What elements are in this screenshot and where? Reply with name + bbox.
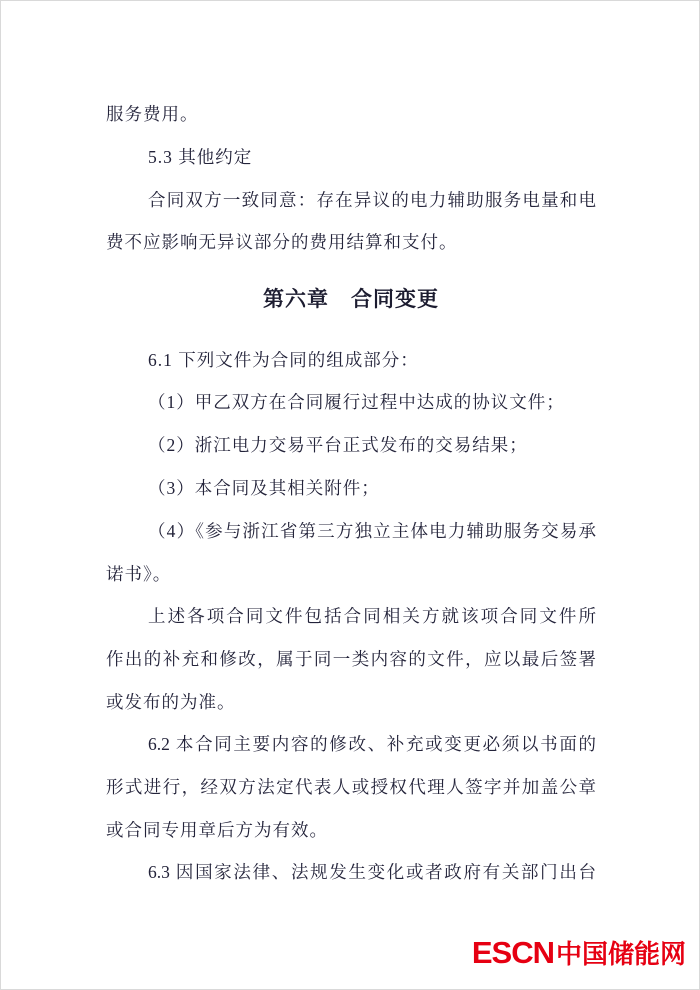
document-line-section-6-2: 6.2 本合同主要内容的修改、补充或变更必须以书面的 (148, 734, 596, 754)
document-line-item-1: （1）甲乙双方在合同履行过程中达成的协议文件； (148, 392, 565, 412)
document-line: 上述各项合同文件包括合同相关方就该项合同文件所 (148, 606, 596, 626)
document-line-item-3: （3）本合同及其相关附件； (148, 478, 380, 498)
document-line: 形式进行，经双方法定代表人或授权代理人签字并加盖公章 (106, 777, 596, 797)
escn-logo-chinese-text: 中国储能网 (555, 940, 686, 969)
document-line: 或发布的为准。 (106, 692, 236, 712)
document-line: 诺书》。 (106, 564, 172, 584)
document-line: 费不应影响无异议部分的费用结算和支付。 (106, 232, 458, 252)
document-line: 作出的补充和修改，属于同一类内容的文件，应以最后签署 (106, 649, 596, 669)
escn-logo-latin-text: ESCN (471, 935, 554, 970)
document-line: 或合同专用章后方为有效。 (106, 820, 328, 840)
document-line: 服务费用。 (106, 104, 199, 124)
document-line-item-2: （2）浙江电力交易平台正式发布的交易结果； (148, 435, 528, 455)
document-line-section-6-1: 6.1 下列文件为合同的组成部分： (148, 350, 419, 370)
chapter-heading: 第六章 合同变更 (263, 288, 439, 311)
document-line-item-4: （4）《参与浙江省第三方独立主体电力辅助服务交易承 (148, 521, 596, 541)
document-line-section-5-3: 5.3 其他约定 (148, 147, 253, 167)
document-line: 合同双方一致同意：存在异议的电力辅助服务电量和电 (148, 190, 596, 210)
escn-logo (472, 934, 686, 971)
document-line-section-6-3: 6.3 因国家法律、法规发生变化或者政府有关部门出台 (148, 862, 596, 882)
